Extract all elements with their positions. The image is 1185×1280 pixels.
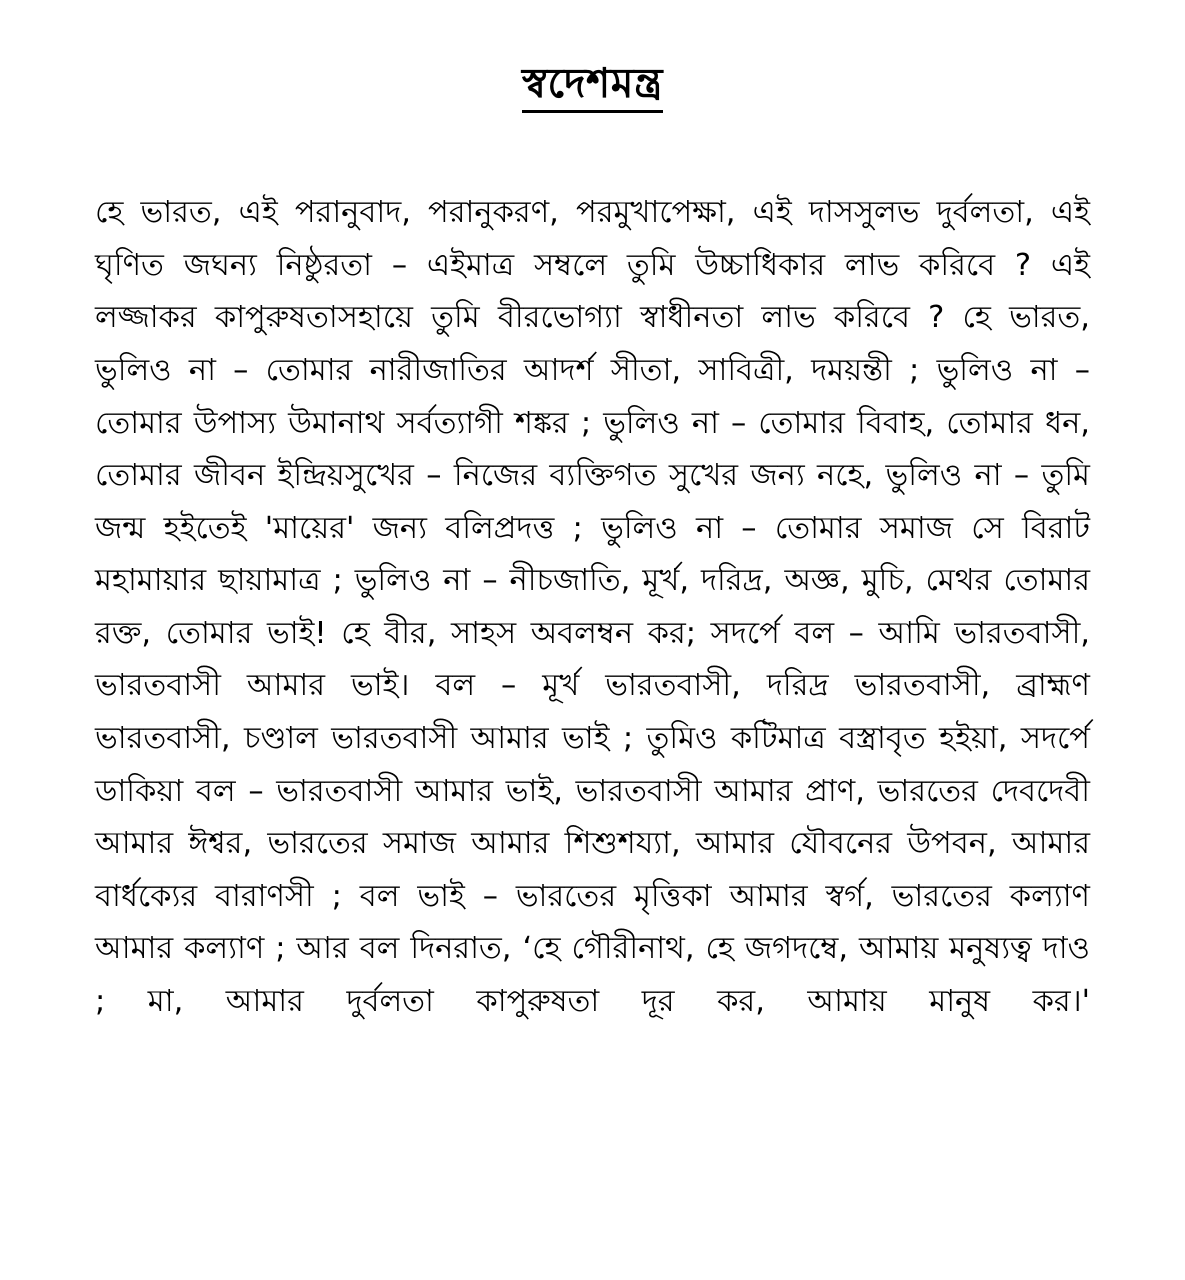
page-title [0, 0, 1185, 113]
document-body [0, 113, 1185, 1081]
page-title-text: স্বদেশমন্ত্র [522, 60, 663, 113]
body-paragraph: হে ভারত, এই পরানুবাদ, পরানুকরণ, পরমুখাপেক্ষা, এই দাসসুলভ দুর্বলতা, এই ঘৃণিত জঘন্য নিষ্ঠুরতা – এইমাত্র সম্বলে তুমি উচ্চাধিকার লাভ করিবে ? এই লজ্জাকর কাপুরুষতাসহায়ে তুমি বীরভোগ্যা স্বাধীনতা লাভ করিবে ? হে ভারত, ভুলিও না – তোমার নারীজাতির আদর্শ সীতা, সাবিত্রী, দময়ন্তী ; ভুলিও না – তোমার উপাস্য উমানাথ সর্বত্যাগী শঙ্কর ; ভুলিও না – তোমার বিবাহ, তোমার ধন, তোমার জীবন ইন্দ্রিয়সুখের – নিজের ব্যক্তিগত সুখের জন্য নহে, ভুলিও না – তুমি জন্ম হইতেই 'মায়ের' জন্য বলিপ্রদত্ত ; ভুলিও না – তোমার সমাজ সে বিরাট মহামায়ার ছায়ামাত্র ; ভুলিও না – নীচজাতি, মূর্খ, দরিদ্র, অজ্ঞ, মুচি, মেথর তোমার রক্ত, তোমার ভাই! হে বীর, সাহস অবলম্বন কর; সদর্পে বল – আমি ভারতবাসী, ভারতবাসী আমার ভাই। বল – মূর্খ ভারতবাসী, দরিদ্র ভারতবাসী, ব্রাহ্মণ ভারতবাসী, চণ্ডাল ভারতবাসী আমার ভাই ; তুমিও কটিমাত্র বস্ত্রাবৃত হইয়া, সদর্পে ডাকিয়া বল – ভারতবাসী আমার ভাই, ভারতবাসী আমার প্রাণ, ভারতের দেবদেবী আমার ঈশ্বর, ভারতের সমাজ আমার শিশুশয্যা, আমার যৌবনের উপবন, আমার বার্ধক্যের বারাণসী ; বল ভাই – ভারতের মৃত্তিকা আমার স্বর্গ, ভারতের কল্যাণ আমার কল্যাণ ; আর বল দিনরাত, ‘হে গৌরীনাথ, হে জগদম্বে, আমায় মনুষ্যত্ব দাও ; মা, আমার দুর্বলতা কাপুরুষতা দূর কর, আমায় মানুষ কর।' [95, 195, 1090, 1020]
